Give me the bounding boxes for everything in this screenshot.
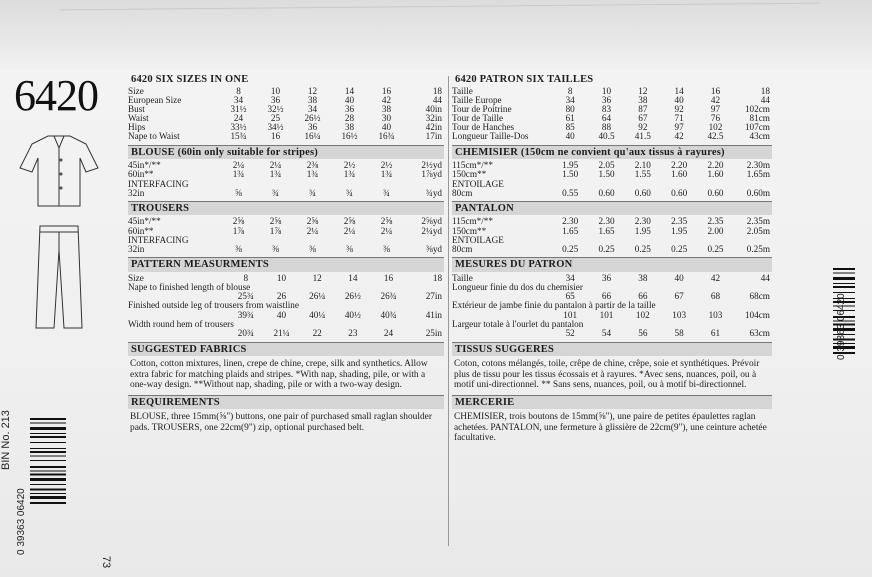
- table-cell: 27in: [425, 291, 443, 302]
- barcode-bar: [30, 489, 66, 491]
- table-cell: 103: [708, 309, 723, 320]
- table-cell: 42in: [425, 122, 442, 133]
- table-cell: 12: [638, 85, 648, 96]
- table-cell: 2½: [380, 160, 393, 171]
- table-cell: ⅝: [235, 187, 242, 198]
- table-cell: 16¾: [378, 131, 395, 142]
- row-label: 45in*/**: [128, 160, 161, 171]
- table-cell: 2.05: [598, 160, 615, 171]
- table-row: [128, 132, 444, 141]
- table-cell: 0.25: [707, 243, 724, 254]
- row-label: Tour de Hanches: [452, 122, 515, 133]
- table-cell: 10: [276, 272, 287, 283]
- table-cell: 0.25m: [746, 243, 770, 254]
- table-cell: 71: [674, 113, 684, 124]
- table-cell: ¾: [346, 187, 353, 198]
- table-cell: 42: [710, 272, 721, 283]
- table-cell: ¾yd: [425, 187, 442, 198]
- table-cell: 2.00: [707, 225, 724, 236]
- table-cell: 2½: [343, 160, 356, 171]
- barcode-bar: [833, 268, 855, 270]
- table-cell: 18: [432, 85, 442, 96]
- trousers-header: TROUSERS: [128, 201, 444, 216]
- table-cell: 107cm: [744, 122, 770, 133]
- pattern-measurements: [128, 274, 444, 339]
- english-panel: [128, 74, 444, 548]
- table-cell: 0.25: [562, 243, 579, 254]
- row-label: 80cm: [452, 243, 473, 254]
- row-label: Taille Europe: [452, 94, 502, 105]
- table-cell: 0.60m: [746, 187, 770, 198]
- table-cell: 1.65: [562, 225, 579, 236]
- row-label: INTERFACING: [128, 178, 189, 189]
- table-cell: 2.05m: [746, 225, 770, 236]
- table-cell: 16: [270, 131, 281, 142]
- table-cell: 39¾: [237, 309, 254, 320]
- table-cell: 34: [565, 94, 575, 105]
- table-cell: 30: [381, 113, 392, 124]
- table-cell: 2.30: [598, 216, 615, 227]
- table-cell: 12: [307, 85, 318, 96]
- barcode-bar: [30, 502, 66, 504]
- table-cell: 0.60: [707, 187, 724, 198]
- french-title: 6420 PATRON SIX TAILLES: [455, 74, 594, 85]
- tissus-header: TISSUS SUGGERES: [452, 342, 772, 357]
- row-label: Bust: [128, 103, 145, 114]
- table-cell: 40: [674, 272, 684, 283]
- table-cell: 18: [432, 272, 443, 283]
- measurement-values: [128, 329, 444, 338]
- table-cell: 38: [344, 122, 355, 133]
- measurement-caption: Finished outside leg of trousers from waistline: [128, 300, 299, 311]
- table-cell: 1.50: [598, 169, 615, 180]
- table-cell: 34: [565, 272, 575, 283]
- table-cell: 0.55: [562, 187, 579, 198]
- size-chart: [128, 87, 444, 142]
- row-label: 60in**: [128, 225, 154, 236]
- table-cell: 54: [601, 328, 612, 339]
- table-cell: 25in: [425, 328, 443, 339]
- table-cell: 2⅝: [269, 216, 282, 227]
- table-cell: 76: [710, 113, 721, 124]
- table-cell: 40½: [344, 309, 361, 320]
- table-cell: 56: [638, 328, 648, 339]
- row-label: ENTOILAGE: [452, 178, 504, 189]
- table-row: [128, 180, 444, 189]
- row-label: 60in**: [128, 169, 154, 180]
- table-cell: 0.25: [598, 243, 615, 254]
- table-cell: ¾: [272, 187, 279, 198]
- table-cell: 66: [601, 291, 612, 302]
- table-cell: 17in: [425, 131, 442, 142]
- table-cell: 2.20: [671, 160, 688, 171]
- table-cell: 38: [307, 94, 318, 105]
- table-cell: 68: [710, 291, 721, 302]
- table-cell: 26½: [304, 113, 321, 124]
- table-cell: 21¼: [273, 328, 290, 339]
- table-cell: 34: [233, 94, 244, 105]
- table-cell: 40¼: [309, 309, 326, 320]
- table-cell: 1¾: [232, 169, 245, 180]
- table-cell: 1.65: [598, 225, 615, 236]
- pattern-number: 6420: [14, 71, 98, 120]
- table-cell: 28: [344, 113, 355, 124]
- table-cell: 0.25: [671, 243, 688, 254]
- table-cell: 2¼: [269, 160, 282, 171]
- table-cell: 10: [270, 85, 281, 96]
- table-cell: 66: [638, 291, 648, 302]
- measurement-caption: Width round hem of trousers: [128, 318, 234, 329]
- mercerie-header: MERCERIE: [452, 395, 772, 410]
- measurement-caption: Nape to finished length of blouse: [128, 281, 251, 292]
- table-row: [128, 105, 444, 114]
- barcode: [30, 418, 90, 548]
- table-row: [128, 96, 444, 105]
- barcode-bar: [30, 433, 66, 434]
- table-cell: 40.5: [598, 131, 615, 142]
- table-cell: 2⅝yd: [421, 216, 442, 227]
- table-row: [128, 161, 444, 170]
- garment-sketch: [14, 128, 104, 338]
- table-cell: 8: [567, 85, 573, 96]
- table-cell: 20¾: [237, 328, 254, 339]
- table-cell: 2⅝: [380, 216, 393, 227]
- table-cell: 26: [276, 291, 287, 302]
- tableau-tailles: [452, 87, 772, 142]
- table-cell: 1.55: [634, 169, 651, 180]
- table-cell: 0.60: [634, 187, 651, 198]
- barcode-bar: [30, 427, 66, 430]
- table-cell: 67: [638, 113, 648, 124]
- table-cell: 43cm: [749, 131, 770, 142]
- table-cell: 1¾: [380, 169, 393, 180]
- table-cell: 2.20: [707, 160, 724, 171]
- table-cell: 88: [601, 122, 612, 133]
- table-cell: 85: [565, 122, 575, 133]
- requirements-text: BLOUSE, three 15mm(⅝") buttons, one pair of purchased small raglan shoulder pads. TROUSERS, one 22cm(9") zip, optional purchased belt.: [130, 412, 432, 433]
- table-cell: 1.95: [562, 160, 579, 171]
- row-label: Waist: [128, 113, 149, 124]
- table-cell: 18: [760, 85, 770, 96]
- table-cell: 2.10: [634, 160, 651, 171]
- table-cell: 101: [599, 309, 614, 320]
- table-cell: 1.60: [671, 169, 688, 180]
- table-cell: 36: [601, 94, 612, 105]
- table-row: [128, 236, 444, 245]
- barcode-bar: [30, 442, 66, 443]
- row-label: INTERFACING: [128, 234, 189, 245]
- table-row: [128, 189, 444, 198]
- row-label: 45in*/**: [128, 216, 161, 227]
- table-cell: ⅜: [346, 243, 353, 254]
- table-cell: 2¼: [343, 225, 356, 236]
- table-cell: 97: [674, 122, 684, 133]
- table-cell: 40: [276, 309, 287, 320]
- table-cell: 2¼: [380, 225, 393, 236]
- table-cell: 101: [563, 309, 578, 320]
- table-cell: 8: [243, 272, 249, 283]
- table-cell: 52: [565, 328, 575, 339]
- row-label: 32in: [128, 187, 145, 198]
- barcode-bar: [30, 484, 66, 485]
- table-cell: 14: [674, 85, 684, 96]
- table-cell: 1¾: [306, 169, 319, 180]
- table-cell: 23: [348, 328, 358, 339]
- row-label: Nape to Waist: [128, 131, 180, 142]
- barcode-bar: [833, 283, 855, 284]
- barcode-bar: [30, 478, 66, 481]
- row-label: 32in: [128, 243, 145, 254]
- table-cell: 44: [432, 94, 442, 105]
- table-cell: 32½: [267, 103, 284, 114]
- table-cell: 2¼yd: [421, 225, 442, 236]
- pattern-measurements-header: PATTERN MEASURMENTS: [128, 257, 444, 272]
- table-cell: 42: [381, 94, 392, 105]
- barcode-bar: [30, 493, 66, 494]
- table-cell: 36: [307, 122, 318, 133]
- envelope-flap: [0, 0, 872, 70]
- barcode-bar: [30, 418, 66, 420]
- table-cell: 44: [760, 94, 770, 105]
- suggested-fabrics-header: SUGGESTED FABRICS: [128, 342, 444, 357]
- table-cell: 92: [638, 122, 648, 133]
- table-cell: 33½: [230, 122, 247, 133]
- table-cell: ⅜: [235, 243, 242, 254]
- barcode-bar: [833, 286, 855, 288]
- table-cell: 15¾: [230, 131, 247, 142]
- table-cell: 68cm: [749, 291, 770, 302]
- table-cell: 102: [708, 122, 723, 133]
- english-title: 6420 SIX SIZES IN ONE: [131, 74, 249, 85]
- table-cell: 40: [674, 94, 684, 105]
- table-cell: 34: [307, 103, 318, 114]
- table-cell: 67: [674, 291, 684, 302]
- table-cell: 25¾: [237, 291, 254, 302]
- table-row: [452, 245, 772, 254]
- barcode-bar: [833, 277, 855, 280]
- row-label: 150cm**: [452, 225, 487, 236]
- table-cell: 36: [601, 272, 612, 283]
- side-number: 73: [100, 555, 113, 569]
- table-cell: 40: [344, 94, 355, 105]
- table-cell: 34½: [267, 122, 284, 133]
- table-cell: 32in: [425, 113, 442, 124]
- table-cell: 1¾: [269, 169, 282, 180]
- measurement-values: [452, 329, 772, 338]
- table-cell: 2.30: [562, 216, 579, 227]
- table-cell: 1.60: [707, 169, 724, 180]
- row-label: Taille: [452, 85, 473, 96]
- row-label: 115cm*/**: [452, 160, 493, 171]
- table-cell: 63cm: [749, 328, 770, 339]
- table-cell: 40: [565, 131, 575, 142]
- table-cell: 2.35: [707, 216, 724, 227]
- table-cell: 65: [565, 291, 575, 302]
- table-cell: 1⅞: [269, 225, 282, 236]
- table-cell: 2⅝: [232, 216, 245, 227]
- french-panel: [452, 74, 772, 548]
- table-cell: 38: [381, 103, 392, 114]
- blouse-yardage: [128, 161, 444, 198]
- table-cell: 2.35m: [746, 216, 770, 227]
- table-cell: 1⅞: [232, 225, 245, 236]
- barcode-bar: [833, 273, 855, 274]
- table-cell: 61: [565, 113, 575, 124]
- table-cell: 1.50: [562, 169, 579, 180]
- row-label: Size: [128, 85, 144, 96]
- tissus-text: Coton, cotons mélangés, toile, crêpe de chine, crêpe, soie et synthétiques. Prévoir plus de tissu pour les tissus écossais et à rayures. *Avec sens, nuances, poil, ou à motif uni-directionnel. ** Sans sens, nuances, poil, ou à motif bi-directionnel.: [454, 359, 760, 391]
- table-cell: 16¼: [304, 131, 321, 142]
- mercerie-text: CHEMISIER, trois boutons de 15mm(⅝"), une paire de petites épaulettes raglan achetées. PANTALON, une fermeture à glissière de 22cm(9"), une ceinture achetée facultative.: [454, 412, 767, 444]
- barcode-bar: [30, 436, 66, 438]
- table-cell: 61: [710, 328, 721, 339]
- table-cell: 31½: [230, 103, 247, 114]
- table-cell: 2.35: [671, 216, 688, 227]
- table-cell: 1.95: [671, 225, 688, 236]
- table-cell: 2¼: [306, 225, 319, 236]
- table-cell: 22: [312, 328, 322, 339]
- table-cell: 25: [270, 113, 281, 124]
- table-cell: 58: [674, 328, 684, 339]
- table-cell: 42: [674, 131, 684, 142]
- table-cell: 2⅝: [306, 216, 319, 227]
- table-cell: 24: [233, 113, 244, 124]
- blouse-header: BLOUSE (60in only suitable for stripes): [128, 145, 444, 160]
- pantalon-header: PANTALON: [452, 201, 772, 216]
- barcode-digits: 0 39363 06420: [16, 488, 27, 555]
- table-cell: 2½yd: [421, 160, 442, 171]
- table-cell: 102cm: [744, 103, 770, 114]
- table-cell: 16: [383, 272, 394, 283]
- table-cell: 0.60: [671, 187, 688, 198]
- table-cell: 16: [381, 85, 392, 96]
- table-cell: 40in: [425, 103, 442, 114]
- table-cell: 2.30m: [746, 160, 770, 171]
- table-cell: 26¼: [309, 291, 326, 302]
- table-cell: 41.5: [634, 131, 651, 142]
- table-cell: 81cm: [749, 113, 770, 124]
- table-cell: ⅜yd: [425, 243, 442, 254]
- table-cell: 36: [344, 103, 355, 114]
- table-cell: 1⅞yd: [421, 169, 442, 180]
- table-cell: 42: [710, 94, 721, 105]
- row-label: ENTOILAGE: [452, 234, 504, 245]
- table-cell: 14: [348, 272, 358, 283]
- table-cell: 64: [601, 113, 612, 124]
- row-label: 150cm**: [452, 169, 487, 180]
- row-label: Size: [128, 272, 144, 283]
- row-label: Hips: [128, 122, 146, 133]
- barcode-bar: [30, 496, 66, 499]
- measurement-caption: Extérieur de jambe finie du pantalon à partir de la taille: [452, 300, 656, 311]
- table-row: [128, 114, 444, 123]
- table-cell: 97: [710, 103, 721, 114]
- table-cell: 92: [674, 103, 684, 114]
- chemisier-metrage: [452, 161, 772, 198]
- table-cell: 1.65m: [746, 169, 770, 180]
- row-label: Tour de Taille: [452, 113, 504, 124]
- table-cell: ¾: [383, 187, 390, 198]
- table-cell: ¾: [309, 187, 316, 198]
- bin-number: BIN No. 213: [0, 410, 12, 470]
- row-label: European Size: [128, 94, 182, 105]
- suggested-fabrics-text: Cotton, cotton mixtures, linen, crepe de chine, crepe, silk and synthetics. Allow extra fabric for matching plaids and stripes. *With nap, shading, pile, or with a one-way design. **Without nap, shading, pile or with a two-way design.: [130, 359, 428, 391]
- table-cell: 0.25: [634, 243, 651, 254]
- table-cell: 42.5: [707, 131, 724, 142]
- table-cell: 1.95: [634, 225, 651, 236]
- table-cell: 36: [270, 94, 281, 105]
- pantalon-metrage: [452, 217, 772, 254]
- row-label: Taille: [452, 272, 473, 283]
- chemisier-header: CHEMISIER (150cm ne convient qu'aux tissus à rayures): [452, 145, 772, 160]
- table-cell: 2⅝: [343, 216, 356, 227]
- table-cell: 2⅜: [306, 160, 319, 171]
- table-cell: 103: [672, 309, 687, 320]
- table-cell: 40: [381, 122, 392, 133]
- mesures-du-patron: [452, 274, 772, 339]
- table-cell: 24: [383, 328, 394, 339]
- table-cell: 1¾: [343, 169, 356, 180]
- table-cell: 104cm: [744, 309, 770, 320]
- table-row: [452, 132, 772, 141]
- table-cell: 40¾: [380, 309, 397, 320]
- table-cell: 26¾: [380, 291, 397, 302]
- table-cell: 14: [344, 85, 355, 96]
- measurement-caption: Longueur finie du dos du chemisier: [452, 281, 583, 292]
- column-divider: [448, 76, 449, 546]
- table-cell: 10: [601, 85, 612, 96]
- table-cell: 41in: [425, 309, 443, 320]
- table-cell: 38: [638, 272, 648, 283]
- row-label: Longueur Taille-Dos: [452, 131, 529, 142]
- table-cell: 44: [760, 272, 770, 283]
- table-cell: ⅜: [272, 243, 279, 254]
- table-cell: ⅜: [383, 243, 390, 254]
- table-cell: 102: [635, 309, 650, 320]
- measurement-caption: Largeur totale à l'ourlet du pantalon: [452, 318, 584, 329]
- table-cell: 12: [312, 272, 322, 283]
- side-barcode-digits: 0 39363 06420: [836, 293, 847, 360]
- table-cell: 26½: [344, 291, 361, 302]
- table-cell: 83: [601, 103, 612, 114]
- table-cell: 2.30: [634, 216, 651, 227]
- trousers-yardage: [128, 217, 444, 254]
- row-label: Tour de Poitrine: [452, 103, 512, 114]
- table-cell: 80: [565, 103, 575, 114]
- table-cell: 2¼: [232, 160, 245, 171]
- barcode-bar: [30, 474, 66, 476]
- mesures-header: MESURES DU PATRON: [452, 257, 772, 272]
- barcode-bar: [30, 423, 66, 424]
- table-cell: 16: [710, 85, 721, 96]
- table-cell: 0.60: [598, 187, 615, 198]
- table-row: [128, 217, 444, 226]
- table-row: [128, 245, 444, 254]
- table-cell: 8: [236, 85, 241, 96]
- table-cell: ⅜: [309, 243, 316, 254]
- row-label: 115cm*/**: [452, 216, 493, 227]
- table-cell: 38: [638, 94, 648, 105]
- requirements-header: REQUIREMENTS: [128, 395, 444, 410]
- row-label: 80cm: [452, 187, 473, 198]
- table-cell: 87: [638, 103, 648, 114]
- table-cell: 16½: [341, 131, 358, 142]
- table-row: [452, 189, 772, 198]
- barcode-bar: [30, 471, 66, 472]
